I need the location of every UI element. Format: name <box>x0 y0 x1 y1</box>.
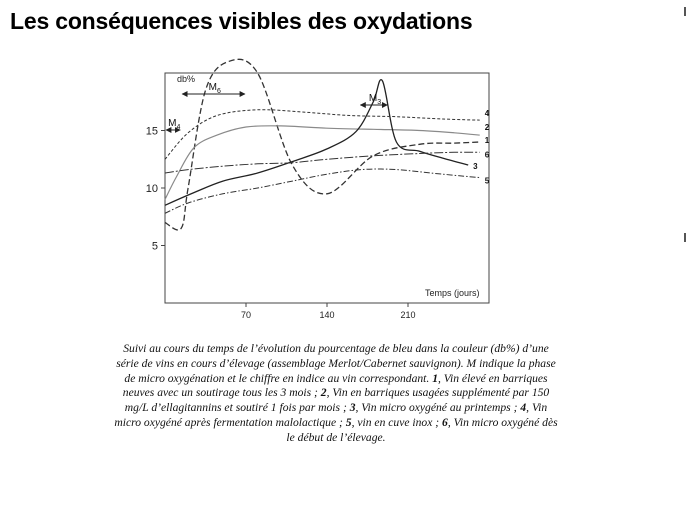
caption-num-5: 5 <box>345 415 352 429</box>
caption-num-1: 1 <box>432 371 438 385</box>
caption-text-5: , vin en cuve inox ; <box>351 415 443 429</box>
y-tick-label: 10 <box>145 183 158 195</box>
series-line-5 <box>165 169 480 213</box>
series-line-2 <box>165 126 480 200</box>
caption-text-1: , Vin élevé en barriques neuves avec un soutirage tous les 3 mois ; <box>122 371 548 400</box>
caption-text-4: , Vin micro oxygéné après fermentation malolactique ; <box>114 401 548 429</box>
caption-text-2: , Vin en barriques usagées supplémenté par 150 mg/L d’ellagitannins et soutiré 1 fois par mois ; <box>124 386 550 415</box>
y-tick-label: 15 <box>145 125 158 138</box>
annotation-label-m6: $M_6$ <box>208 82 221 95</box>
annotation-subscript-m6: 6 <box>216 88 221 95</box>
series-end-label-6: 6 <box>484 150 490 160</box>
caption-text-6: , Vin micro oxygéné dès le début de l’élevage. <box>286 415 558 444</box>
x-tick-label: 140 <box>319 310 335 320</box>
series-end-label-3: 3 <box>473 162 478 171</box>
caption-intro: Suivi au cours du temps de l’évolution du pourcentage de bleu dans la couleur (db%) d’une série de vins en cours d’élevage (assemblage Merlot/Cabernet sauvignon). M indique la phase de micro oxygénation et le chiffre en indice au vin correspondant. <box>116 342 556 385</box>
annotation-subscript-m4: 4 <box>176 124 181 131</box>
caption-num-4: 4 <box>520 401 527 415</box>
series-end-label-4: 4 <box>484 109 490 119</box>
figure-caption <box>112 342 560 446</box>
plot-frame <box>165 73 489 303</box>
series-end-label-2: 2 <box>484 123 490 133</box>
caption-num-3: 3 <box>349 401 356 415</box>
right-edge-mark-bottom <box>684 233 686 242</box>
annotation-label-m3: $M_3$ <box>368 93 382 106</box>
right-edge-mark-top <box>684 7 686 16</box>
series-line-3 <box>165 80 468 206</box>
caption-num-2: 2 <box>320 386 327 400</box>
series-line-4 <box>165 110 480 160</box>
caption-text-3: , Vin micro oxygéné au printemps ; <box>355 401 521 415</box>
x-tick-label: 210 <box>400 310 416 320</box>
y-tick-label: 5 <box>151 240 158 253</box>
x-axis-label: Temps (jours) <box>425 288 480 298</box>
annotation-subscript-m3: 3 <box>377 99 382 106</box>
caption-num-6: 6 <box>442 415 448 429</box>
x-tick-label: 70 <box>240 310 252 320</box>
slide-title: Les conséquences visibles des oxydations <box>10 8 473 34</box>
y-axis-label: db% <box>177 74 196 84</box>
series-end-label-1: 1 <box>484 136 490 145</box>
series-end-label-5: 5 <box>484 176 490 186</box>
annotation-label-m4: $M_4$ <box>168 118 181 131</box>
